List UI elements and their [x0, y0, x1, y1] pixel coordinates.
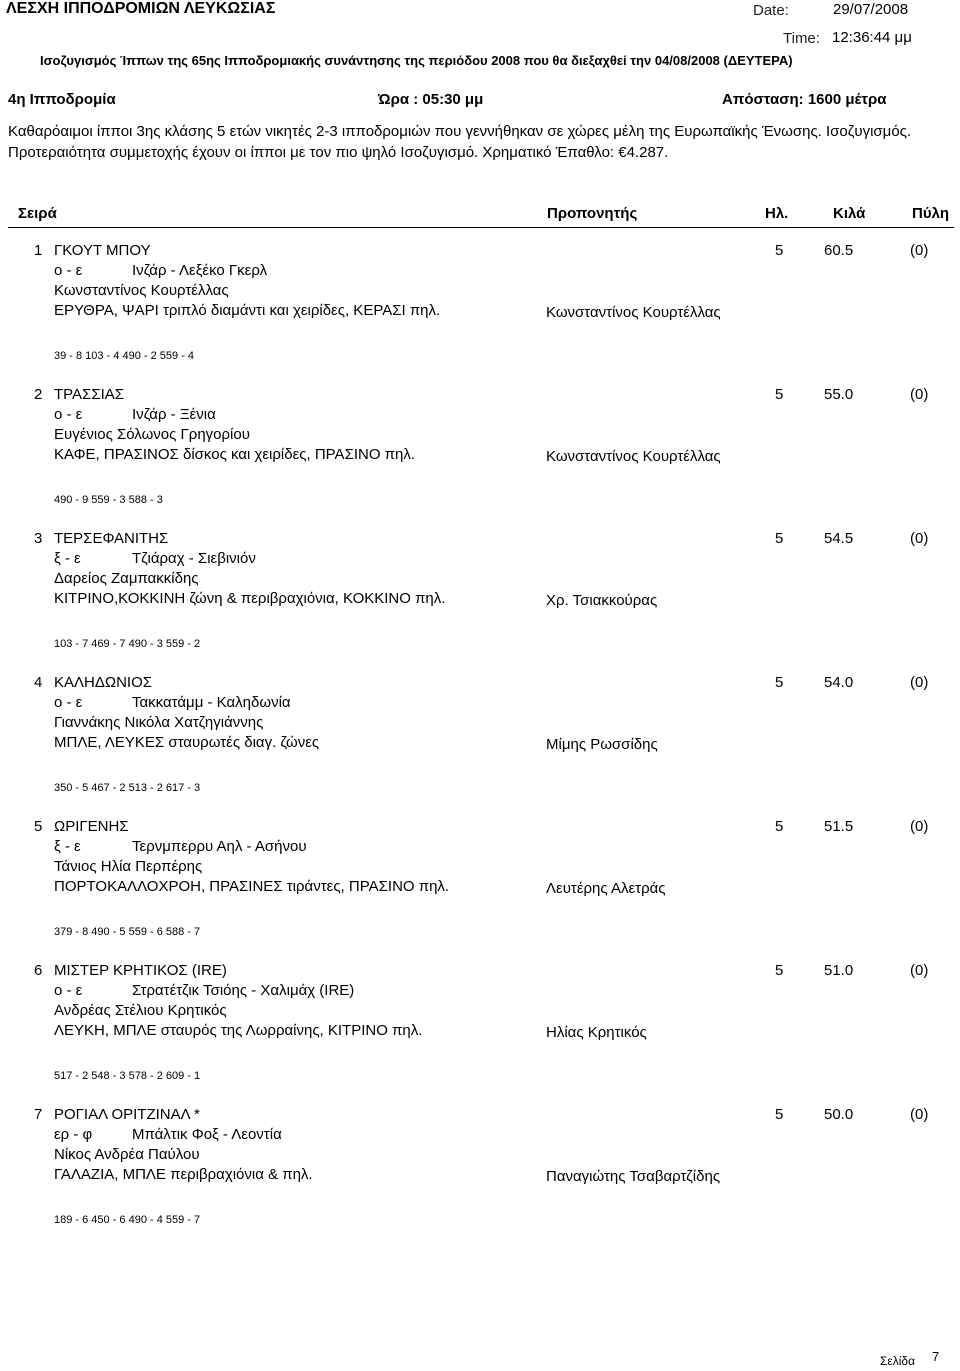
- horse-gate: (0): [910, 818, 929, 835]
- entry-row: [0, 818, 960, 961]
- racing-colors: ΚΙΤΡΙΝΟ,ΚΟΚΚΙΝΗ ζώνη & περιβραχιόνια, ΚΟΚΚΙΝΟ πηλ.: [54, 590, 446, 607]
- entry-number: 3: [34, 530, 43, 547]
- horse-sex: ξ - ε: [54, 550, 81, 567]
- horse-age: 5: [775, 962, 784, 979]
- recent-form: 350 - 5 467 - 2 513 - 2 617 - 3: [54, 782, 201, 794]
- horse-age: 5: [775, 1106, 784, 1123]
- racing-colors: ΚΑΦΕ, ΠΡΑΣΙΝΟΣ δίσκος και χειρίδες, ΠΡΑΣΙΝΟ πηλ.: [54, 446, 416, 463]
- horse-trainer: Χρ. Τσιακκούρας: [546, 592, 658, 609]
- horse-sex: ο - ε: [54, 982, 83, 999]
- column-weight: Κιλά: [833, 205, 866, 222]
- racing-colors: ΠΟΡΤΟΚΑΛΛΟΧΡΟΗ, ΠΡΑΣΙΝΕΣ τιράντες, ΠΡΑΣΙΝΟ πηλ.: [54, 878, 450, 895]
- meeting-subtitle: Ισοζυγισμός Ίππων της 65ης Ιπποδρομιακής συνάντησης της περιόδου 2008 που θα διεξαχθεί την 04/08/2008 (ΔΕΥΤΕΡΑ): [40, 53, 793, 68]
- race-description: Καθαρόαιμοι ίπποι 3ης κλάσης 5 ετών νικητές 2-3 ιπποδρομιών που γεννήθηκαν σε χώρες μέλη της Ευρωπαϊκής Ένωσης. Ισοζυγισμός. Προτεραιότητα συμμετοχής έχουν οι ίπποι με τον πιο ψηλό Ισοζυγισμό. Χρηματικό Έπαθλο: €4.287.: [8, 123, 912, 161]
- entry-number: 1: [34, 242, 43, 259]
- entry-number: 2: [34, 386, 43, 403]
- horse-sex: ξ - ε: [54, 838, 81, 855]
- horse-name: ΓΚΟΥΤ ΜΠΟΥ: [54, 242, 151, 259]
- racing-colors: ΛΕΥΚΗ, ΜΠΛΕ σταυρός της Λωρραίνης, ΚΙΤΡΙΝΟ πηλ.: [54, 1022, 423, 1039]
- recent-form: 379 - 8 490 - 5 559 - 6 588 - 7: [54, 926, 201, 938]
- recent-form: 517 - 2 548 - 3 578 - 2 609 - 1: [54, 1070, 201, 1082]
- horse-gate: (0): [910, 242, 929, 259]
- horse-pedigree: Ινζάρ - Ξένια: [132, 406, 216, 423]
- horse-weight: 54.5: [824, 530, 854, 547]
- horse-gate: (0): [910, 1106, 929, 1123]
- horse-pedigree: Τακκατάμμ - Καληδωνία: [132, 694, 291, 711]
- horse-trainer: Λευτέρης Αλετράς: [546, 880, 666, 897]
- horse-name: ΡΟΓΙΑΛ ΟΡΙΤΖΙΝΑΛ *: [54, 1106, 200, 1123]
- recent-form: 103 - 7 469 - 7 490 - 3 559 - 2: [54, 638, 201, 650]
- horse-owner: Ανδρέας Στέλιου Κρητικός: [54, 1002, 227, 1019]
- horse-age: 5: [775, 386, 784, 403]
- horse-owner: Νίκος Ανδρέα Παύλου: [54, 1146, 200, 1163]
- entry-number: 6: [34, 962, 43, 979]
- horse-trainer: Κωνσταντίνος Κουρτέλλας: [546, 304, 721, 321]
- horse-gate: (0): [910, 530, 929, 547]
- entry-number: 5: [34, 818, 43, 835]
- header-divider: [8, 227, 954, 228]
- date-value: 29/07/2008: [833, 1, 909, 18]
- page-number: 7: [932, 1349, 940, 1364]
- horse-pedigree: Μπάλτικ Φοξ - Λεοντία: [132, 1126, 282, 1143]
- horse-pedigree: Ινζάρ - Λεξέκο Γκερλ: [132, 262, 268, 279]
- horse-name: ΚΑΛΗΔΩΝΙΟΣ: [54, 674, 153, 691]
- horse-trainer: Μίμης Ρωσσίδης: [546, 736, 658, 753]
- horse-pedigree: Τερνμπερρυ Αηλ - Ασήνου: [132, 838, 307, 855]
- column-age: Ηλ.: [765, 205, 789, 222]
- horse-sex: ο - ε: [54, 262, 83, 279]
- recent-form: 189 - 6 450 - 6 490 - 4 559 - 7: [54, 1214, 201, 1226]
- column-gate: Πύλη: [912, 205, 950, 222]
- horse-gate: (0): [910, 962, 929, 979]
- racing-colors: ΜΠΛΕ, ΛΕΥΚΕΣ σταυρωτές διαγ. ζώνες: [54, 734, 320, 751]
- time-label: Time:: [783, 30, 820, 47]
- date-label: Date:: [753, 2, 789, 19]
- horse-trainer: Ηλίας Κρητικός: [546, 1024, 647, 1041]
- horse-weight: 51.0: [824, 962, 854, 979]
- horse-name: ΩΡΙΓΕΝΗΣ: [54, 818, 129, 835]
- entry-number: 4: [34, 674, 43, 691]
- horse-weight: 54.0: [824, 674, 854, 691]
- time-value: 12:36:44 μμ: [832, 29, 912, 46]
- entry-number: 7: [34, 1106, 43, 1123]
- horse-age: 5: [775, 242, 784, 259]
- race-time: Ώρα : 05:30 μμ: [378, 91, 484, 108]
- horse-owner: Ευγένιος Σόλωνος Γρηγορίου: [54, 426, 250, 443]
- horse-sex: ο - ε: [54, 694, 83, 711]
- horse-weight: 51.5: [824, 818, 854, 835]
- horse-age: 5: [775, 818, 784, 835]
- horse-owner: Γιαννάκης Νικόλα Χατζηγιάννης: [54, 714, 264, 731]
- horse-gate: (0): [910, 674, 929, 691]
- horse-trainer: Κωνσταντίνος Κουρτέλλας: [546, 448, 721, 465]
- racing-colors: ΓΑΛΑΖΙΑ, ΜΠΛΕ περιβραχιόνια & πηλ.: [54, 1166, 313, 1183]
- horse-name: ΤΕΡΣΕΦΑΝΙΤΗΣ: [54, 530, 169, 547]
- horse-pedigree: Στρατέτζικ Τσιόης - Χαλιμάχ (IRE): [132, 982, 355, 999]
- entry-row: [0, 530, 960, 673]
- club-title: ΛΕΣΧΗ ΙΠΠΟΔΡΟΜΙΩΝ ΛΕΥΚΩΣΙΑΣ: [6, 0, 276, 17]
- recent-form: 490 - 9 559 - 3 588 - 3: [54, 494, 163, 506]
- horse-age: 5: [775, 530, 784, 547]
- horse-name: ΤΡΑΣΣΙΑΣ: [54, 386, 125, 403]
- race-number: 4η Ιπποδρομία: [8, 91, 116, 108]
- entry-row: [0, 386, 960, 529]
- horse-owner: Τάνιος Ηλία Περπέρης: [54, 858, 203, 875]
- horse-age: 5: [775, 674, 784, 691]
- entry-row: [0, 242, 960, 385]
- horse-sex: ερ - φ: [54, 1126, 93, 1143]
- horse-weight: 50.0: [824, 1106, 854, 1123]
- recent-form: 39 - 8 103 - 4 490 - 2 559 - 4: [54, 350, 195, 362]
- column-trainer: Προπονητής: [547, 205, 638, 222]
- horse-sex: ο - ε: [54, 406, 83, 423]
- horse-weight: 60.5: [824, 242, 854, 259]
- horse-trainer: Παναγιώτης Τσαβαρτζίδης: [546, 1168, 721, 1185]
- horse-pedigree: Τζιάραχ - Σιεβινιόν: [132, 550, 256, 567]
- entry-row: [0, 674, 960, 817]
- column-order: Σειρά: [18, 205, 57, 222]
- horse-weight: 55.0: [824, 386, 854, 403]
- entry-row: [0, 1106, 960, 1249]
- race-distance: Απόσταση: 1600 μέτρα: [722, 91, 887, 108]
- horse-gate: (0): [910, 386, 929, 403]
- racing-colors: ΕΡΥΘΡΑ, ΨΑΡΙ τριπλό διαμάντι και χειρίδες, ΚΕΡΑΣΙ πηλ.: [54, 302, 441, 319]
- page-label: Σελίδα: [880, 1354, 916, 1368]
- entry-row: [0, 962, 960, 1105]
- horse-owner: Δαρείος Ζαμπακκίδης: [54, 570, 199, 587]
- horse-name: ΜΙΣΤΕΡ ΚΡΗΤΙΚΟΣ (IRE): [54, 962, 227, 979]
- horse-owner: Κωνσταντίνος Κουρτέλλας: [54, 282, 229, 299]
